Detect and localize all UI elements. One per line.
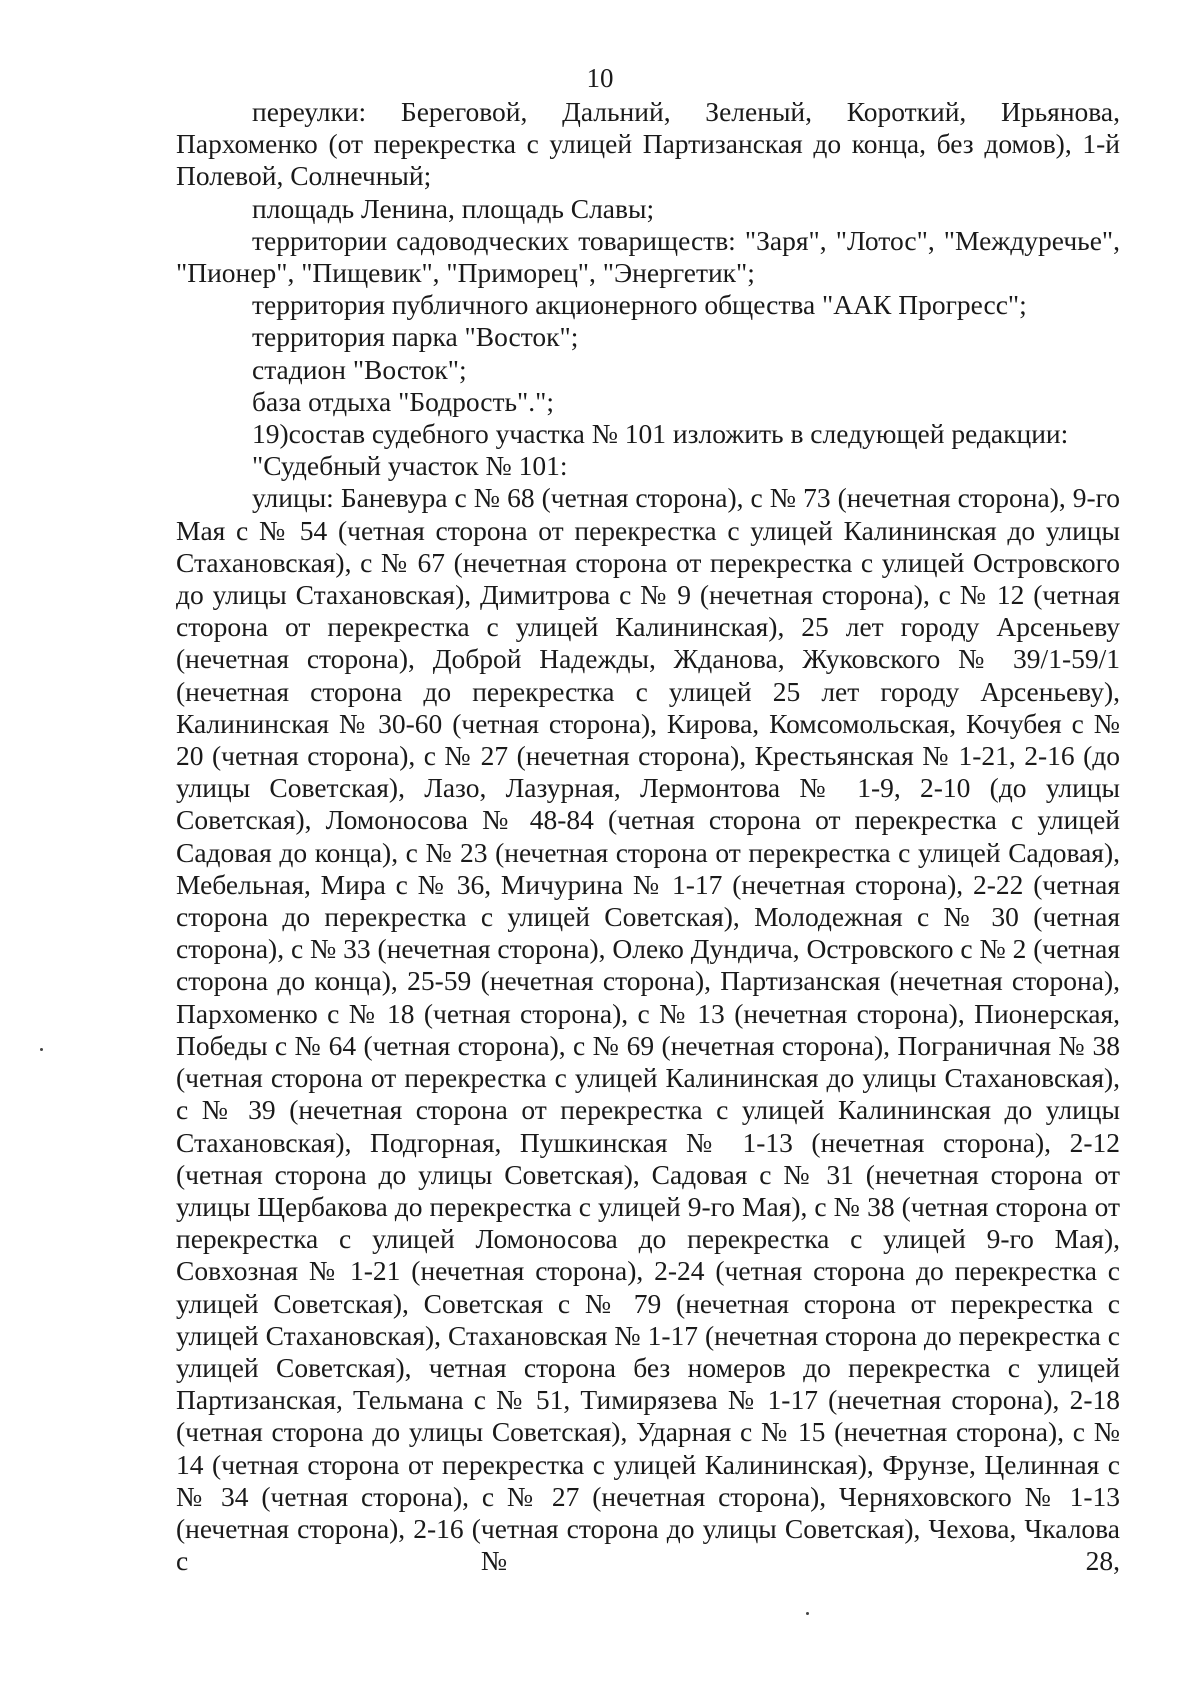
paragraph-streets: улицы: Баневура с № 68 (четная сторона), с № 73 (нечетная сторона), 9-го Мая с № 54 (четная сторона от перекрестка с улицей Калининская до улицы Стахановская), с № 67 (нечетная сторона от перекрестка с улицей Островского до улицы Стахановская), Димитрова с № 9 (нечетная сторона), с № 12 (четная сторона от перекрестка с улицей Калининская), 25 лет городу Арсеньеву (нечетная сторона), Доброй Надежды, Жданова, Жуковского № 39/1-59/1 (нечетная сторона до перекрестка с улицей 25 лет городу Арсеньеву), Калининская № 30-60 (четная сторона), Кирова, Комсомольская, Кочубея с № 20 (четная сторона), с № 27 (нечетная сторона), Крестьянская № 1-21, 2-16 (до улицы Советская), Лазо, Лазурная, Лермонтова № 1-9, 2-10 (до улицы Советская), Ломоносова № 48-84 (четная сторона от перекрестка с улицей Садовая до конца), с № 23 (нечетная сторона от перекрестка с улицей Садовая), Мебельная, Мира с № 36, Мичурина № 1-17 (нечетная сторона), 2-22 (четная сторона до перекрестка с улицей Советская), Молодежная с № 30 (четная сторона), с № 33 (нечетная сторона), Олеко Дундича, Островского с № 2 (четная сторона до конца), 25-59 (нечетная сторона), Партизанская (нечетная сторона), Пархоменко с № 18 (четная сторона), с № 13 (нечетная сторона), Пионерская, Победы с № 64 (четная сторона), с № 69 (нечетная сторона), Пограничная № 38 (четная сторона от перекрестка с улицей Калининская до улицы Стахановская), с № 39 (нечетная сторона от перекрестка с улицей Калининская до улицы Стахановская), Подгорная, Пушкинская № 1-13 (нечетная сторона), 2-12 (четная сторона до улицы Советская), Садовая с № 31 (нечетная сторона от улицы Щербакова до перекрестка с улицей 9-го Мая), с № 38 (четная сторона от перекрестка с улицей Ломоносова до перекрестка с улицей 9-го Мая), Совхозная № 1-21 (нечетная сторона), 2-24 (четная сторона до перекрестка с улицей Советская), Советская с № 79 (нечетная сторона от перекрестка с улицей Стахановская), Стахановская № 1-17 (нечетная сторона до перекрестка с улицей Советская), четная сторона без номеров до перекрестка с улицей Партизанская, Тельмана с № 51, Тимирязева № 1-17 (нечетная сторона), 2-18 (четная сторона до улицы Советская), Ударная с № 15 (нечетная сторона), с № 14 (четная сторона от перекрестка с улицей Калининская), Фрунзе, Целинная с № 34 (четная сторона), с № 27 (нечетная сторона), Черняховского № 1-13 (нечетная сторона), 2-16 (четная сторона до улицы Советская), Чехова, Чкалова с № 28, <box>176 482 1120 1577</box>
scan-speck <box>40 1048 43 1051</box>
scan-speck <box>806 1612 809 1615</box>
paragraph-item-19: 19)состав судебного участка № 101 изложить в следующей редакции: <box>252 418 1069 450</box>
paragraph-garden-societies: территории садоводческих товариществ: "Заря", "Лотос", "Междуречье", "Пионер", "Пищевик", "Приморец", "Энергетик"; <box>176 224 1120 289</box>
paragraph-district-heading: "Судебный участок № 101: <box>252 450 568 482</box>
page-number: 10 <box>586 63 614 93</box>
paragraph-squares: площадь Ленина, площадь Славы; <box>252 192 655 224</box>
paragraph-recreation-base: база отдыха "Бодрость"."; <box>252 385 555 417</box>
paragraph-progress-territory: территория публичного акционерного общества "ААК Прогресс"; <box>252 289 1027 321</box>
paragraph-stadium: стадион "Восток"; <box>252 353 467 385</box>
paragraph-park: территория парка "Восток"; <box>252 321 579 353</box>
document-body <box>176 96 1120 1577</box>
paragraph-lanes: переулки: Береговой, Дальний, Зеленый, Короткий, Ирьянова, Пархоменко (от перекрестка с улицей Партизанская до конца, без домов), 1-й Полевой, Солнечный; <box>176 96 1120 192</box>
